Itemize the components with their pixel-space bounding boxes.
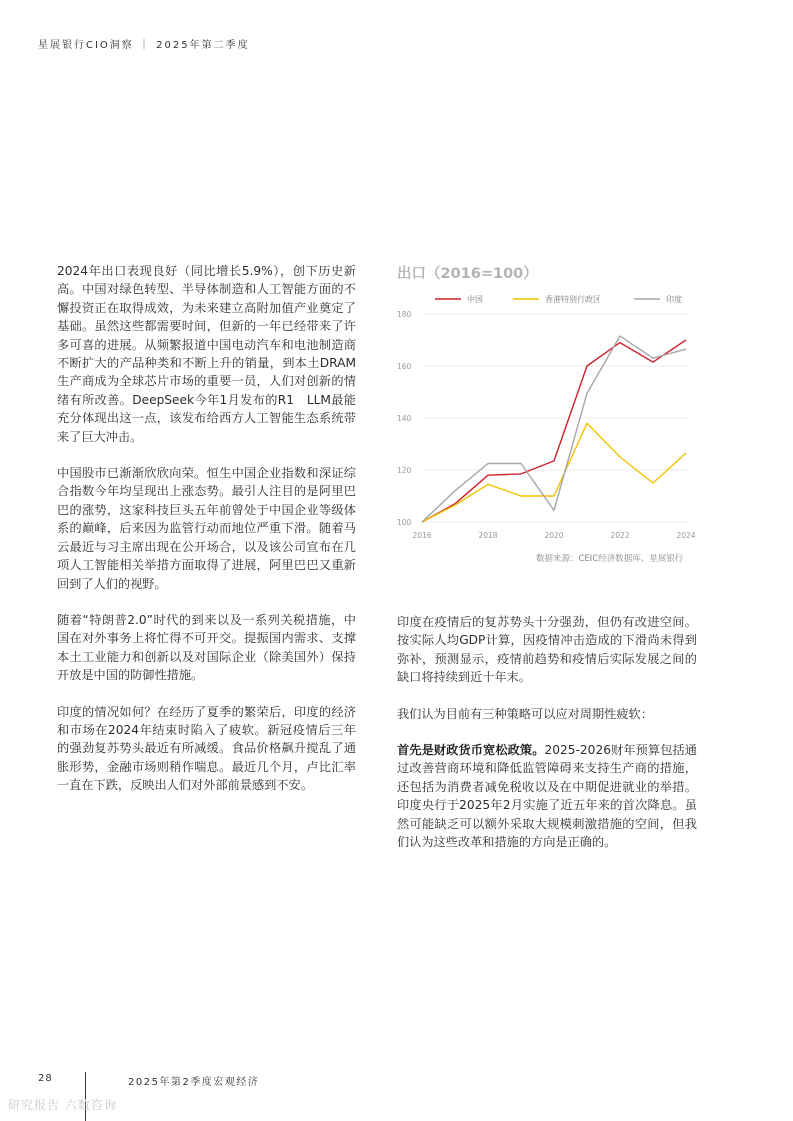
page-header: 星展银行CIO洞察 ｜ 2025年第二季度: [38, 40, 250, 51]
paragraph: 我们认为目前有三种策略可以应对周期性疲软：: [397, 706, 653, 721]
paragraph-rest: 2025-2026财年预算包括通过改善营商环境和降低监管障碍来支持生产商的措施，还包括为消费者减免税收以及在中期促进就业的举措。印度央行于2025年2月实施了近五年来的首次降息。虽然可能缺乏可以额外采取大规模刺激措施的空间，但我们认为这些改革和措施的方向是正确的。: [397, 743, 697, 850]
series-line-2: [422, 423, 686, 522]
y-tick-label: 120: [397, 466, 412, 475]
paragraph: [397, 741, 697, 851]
paragraph: 印度的情况如何？在经历了夏季的繁荣后，印度的经济和市场在2024年结束时陷入了疲软。新冠疫情后三年的强劲复苏势头最近有所减缓。食品价格飙升搅乱了通胀形势，金融市场则稍作喘息。最近几个月，卢比汇率一直在下跌，反映出人们对外部前景感到不安。: [57, 704, 356, 793]
paragraph: 印度在疫情后的复苏势头十分强劲，但仍有改进空间。按实际人均GDP计算，因疫情冲击造成的下滑尚未得到弥补，预测显示，疫情前趋势和疫情后实际发展之间的缺口将持续到近十年末。: [397, 615, 697, 685]
y-tick-label: 180: [397, 310, 412, 319]
bold-lead: 首先是财政货币宽松政策。: [397, 743, 545, 758]
footer-title: 2025年第2季度宏观经济: [128, 1077, 260, 1088]
x-tick-label: 2018: [478, 531, 498, 540]
watermark-logo: 研究报告 六数咨询: [8, 1098, 117, 1112]
legend-label: 印度: [666, 295, 682, 304]
y-tick-label: 140: [397, 414, 412, 423]
page-number: 28: [38, 1073, 53, 1084]
left-column: [57, 262, 356, 813]
legend-label: 中国: [467, 295, 483, 304]
chart-source: 数据来源：CEIC经济数据库、星展银行: [536, 554, 684, 564]
x-tick-label: 2016: [412, 531, 432, 540]
paragraph: 中国股市已渐渐欣欣向荣。恒生中国企业指数和深证综合指数今年均呈现出上涨态势。最引人注目的是阿里巴巴的涨势，这家科技巨头五年前曾处于中国企业等级体系的巅峰，后来因为监管行动而地位严重下滑。随着马云最近与习主席出现在公开场合，以及该公司宣布在几项人工智能相关举措方面取得了进展，阿里巴巴又重新回到了人们的视野。: [57, 466, 356, 591]
legend-label: 香港特别行政区: [545, 295, 601, 304]
y-tick-label: 160: [397, 362, 412, 371]
paragraph: 随着“特朗普2.0”时代的到来以及一系列关税措施，中国在对外事务上将忙得不可开交。提振国内需求、支撑本土工业能力和创新以及对国际企业（除美国外）保持开放是中国的防御性措施。: [57, 612, 356, 683]
exports-line-chart: [397, 288, 697, 548]
right-column: [397, 613, 697, 869]
x-tick-label: 2024: [676, 531, 696, 540]
x-tick-label: 2022: [610, 531, 630, 540]
y-tick-label: 100: [397, 518, 412, 527]
x-tick-label: 2020: [544, 531, 564, 540]
series-line-3: [422, 336, 686, 522]
chart-title: 出口（2016=100）: [397, 266, 538, 282]
paragraph: 2024年出口表现良好（同比增长5.9%），创下历史新高。中国对绿色转型、半导体制造和人工智能方面的不懈投资正在取得成效，为未来建立高附加值产业奠定了基础。虽然这些都需要时间，但新的一年已经带来了许多可喜的进展。从频繁报道中国电动汽车和电池制造商不断扩大的产品种类和不断上升的销量，到本土DRAM生产商成为全球芯片市场的重要一员，人们对创新的情绪有所改善。DeepSeek今年1月发布的R1 LLM最能充分体现出这一点，该发布给西方人工智能生态系统带来了巨大冲击。: [57, 264, 356, 444]
